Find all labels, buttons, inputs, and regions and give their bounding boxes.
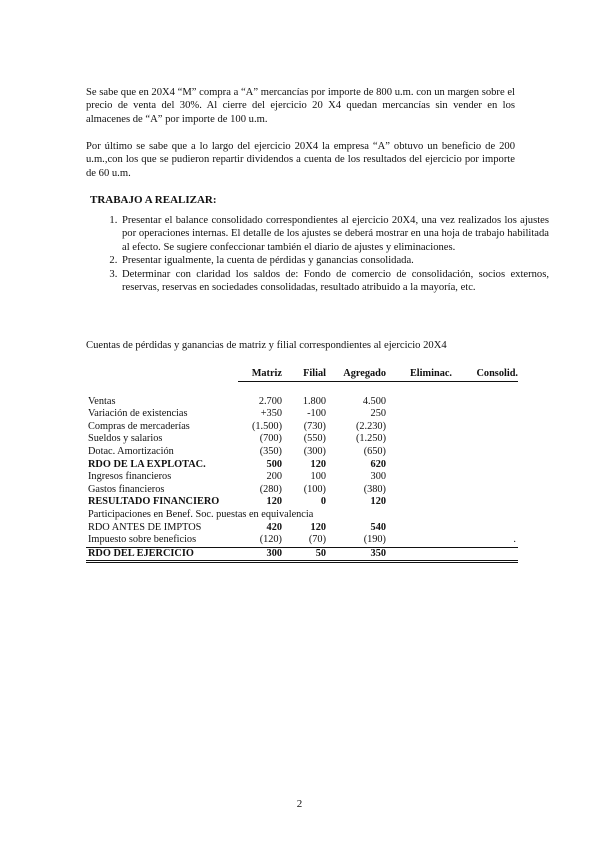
paragraph-dividends: Por último se sabe que a lo largo del ejercicio 20X4 la empresa “A” obtuvo un beneficio de 200 u.m.,con los que se pudieron repartir dividendos a cuenta de los resultados del ejercicio por importe de 60 u.m.: [86, 141, 515, 179]
cell-consolid: [454, 496, 518, 509]
cell-filial: (300): [303, 445, 326, 457]
cell-agregado: (2.230): [355, 420, 386, 432]
row-label: Compras de mercaderías: [88, 420, 190, 432]
table-row-subtotal: [86, 496, 518, 509]
cell-agregado: (650): [363, 445, 386, 457]
cell-eliminac: [388, 471, 454, 484]
cell-filial: (730): [303, 420, 326, 432]
column-header-filial: Filial: [284, 368, 328, 381]
cell-consolid: [454, 471, 518, 484]
cell-filial: 0: [320, 496, 326, 508]
cell-consolid: [454, 509, 518, 522]
task-item: 1. Presentar el balance consolidado correspondientes al ejercicio 20X4, una vez realizados los ajustes por operaciones internas. El detalle de los ajustes se deberá mostrar en una hoja de trabajo habilitada al efecto. Se sugiere confeccionar también el diario de ajustes y eliminaciones.: [120, 214, 549, 254]
cell-matriz: 500: [266, 458, 282, 470]
table-row: [86, 484, 518, 497]
column-header-eliminac: Eliminac.: [388, 368, 454, 381]
cell-matriz: 120: [266, 496, 282, 508]
cell-matriz: (700): [259, 433, 282, 445]
cell-filial: (100): [303, 483, 326, 495]
cell-filial: -100: [307, 408, 326, 420]
cell-eliminac: [388, 496, 454, 509]
paragraph-intercompany-sales: Se sabe que en 20X4 “M” compra a “A” mercancías por importe de 800 u.m. con un margen sobre el precio de venta del 30%. Al cierre del ejercicio 20 X4 quedan mercancías sin vender en los almacenes de “A” por importe de 100 u.m.: [86, 87, 515, 125]
cell-eliminac: [388, 509, 454, 522]
cell-agregado: 540: [370, 521, 386, 533]
row-label: RESULTADO FINANCIERO: [88, 496, 220, 508]
cell-agregado: 620: [370, 458, 386, 470]
cell-agregado: 350: [328, 547, 388, 562]
row-label: Gastos financieros: [88, 483, 165, 495]
table-spacer-row: [86, 381, 518, 396]
table-row: [86, 446, 518, 459]
table-caption: Cuentas de pérdidas y ganancias de matriz y filial correspondientes al ejercicio 20X4: [86, 340, 447, 351]
cell-filial: 50: [284, 547, 328, 562]
cell-matriz: 300: [238, 547, 284, 562]
cell-consolid: [454, 421, 518, 434]
cell-matriz: (350): [259, 445, 282, 457]
row-label: Impuesto sobre beneficios: [86, 534, 238, 547]
cell-eliminac: [388, 421, 454, 434]
cell-matriz: (280): [259, 483, 282, 495]
cell-filial: 1.800: [302, 395, 326, 407]
cell-filial: 100: [310, 471, 326, 483]
column-header-consolid: Consolid.: [454, 368, 518, 381]
cell-matriz: 200: [266, 471, 282, 483]
page-number: 2: [296, 798, 303, 810]
task-item: 2. Presentar igualmente, la cuenta de pérdidas y ganancias consolidada.: [120, 254, 549, 267]
cell-consolid: .: [454, 534, 518, 547]
cell-filial: 120: [310, 458, 326, 470]
row-label: Variación de existencias: [88, 408, 188, 420]
cell-matriz: 2.700: [258, 395, 282, 407]
row-label: Participaciones en Benef. Soc. puestas en equivalencia: [88, 508, 314, 520]
table-row: [86, 534, 518, 547]
cell-agregado: 120: [370, 496, 386, 508]
table-header-row: [86, 368, 518, 381]
cell-consolid: [454, 433, 518, 446]
row-label: Dotac. Amortización: [88, 445, 174, 457]
cell-eliminac: [388, 446, 454, 459]
cell-agregado: 4.500: [362, 395, 386, 407]
cell-agregado: 250: [370, 408, 386, 420]
cell-consolid: [454, 484, 518, 497]
table-row: [86, 408, 518, 421]
cell-agregado: (380): [363, 483, 386, 495]
table-row: [86, 421, 518, 434]
task-list: [86, 214, 549, 294]
cell-eliminac: [388, 547, 454, 562]
cell-filial: (70): [284, 534, 328, 547]
cell-matriz: (120): [238, 534, 284, 547]
section-heading: TRABAJO A REALIZAR:: [90, 194, 217, 206]
table-row-subtotal: [86, 459, 518, 472]
task-item: 3. Determinar con claridad los saldos de: Fondo de comercio de consolidación, socios externos, reservas, reservas en sociedades consolidadas, resultado atribuido a la mayoría, etc.: [120, 268, 549, 295]
column-header-concept: [86, 368, 238, 381]
cell-eliminac: [388, 459, 454, 472]
cell-consolid: [454, 522, 518, 535]
table-row: [86, 433, 518, 446]
income-statement-table: [86, 368, 518, 563]
row-label: RDO ANTES DE IMPTOS: [88, 521, 202, 533]
row-label: Sueldos y salarios: [88, 433, 163, 445]
cell-eliminac: [388, 433, 454, 446]
column-header-matriz: Matriz: [238, 368, 284, 381]
column-header-agregado: Agregado: [328, 368, 388, 381]
row-label: Ventas: [88, 395, 116, 407]
cell-eliminac: [388, 396, 454, 409]
income-statement-table-container: [86, 368, 518, 563]
row-label: RDO DE LA EXPLOTAC.: [88, 458, 206, 470]
cell-agregado: (190): [328, 534, 388, 547]
cell-matriz: 420: [266, 521, 282, 533]
cell-matriz: +350: [260, 408, 282, 420]
cell-consolid: [454, 459, 518, 472]
table-row: [86, 471, 518, 484]
cell-eliminac: [388, 408, 454, 421]
cell-consolid: [454, 396, 518, 409]
cell-agregado: (1.250): [355, 433, 386, 445]
cell-agregado: 300: [370, 471, 386, 483]
cell-consolid: [454, 446, 518, 459]
cell-filial: 120: [310, 521, 326, 533]
cell-filial: (550): [303, 433, 326, 445]
cell-matriz: (1.500): [251, 420, 282, 432]
cell-consolid: [454, 547, 518, 562]
cell-consolid: [454, 408, 518, 421]
row-label: Ingresos financieros: [88, 471, 172, 483]
cell-eliminac: [388, 484, 454, 497]
table-row: [86, 396, 518, 409]
table-row-total: [86, 547, 518, 562]
table-row: [86, 509, 518, 522]
table-row: [86, 522, 518, 535]
cell-eliminac: [388, 522, 454, 535]
row-label: RDO DEL EJERCICIO: [86, 547, 238, 562]
cell-eliminac: [388, 534, 454, 547]
